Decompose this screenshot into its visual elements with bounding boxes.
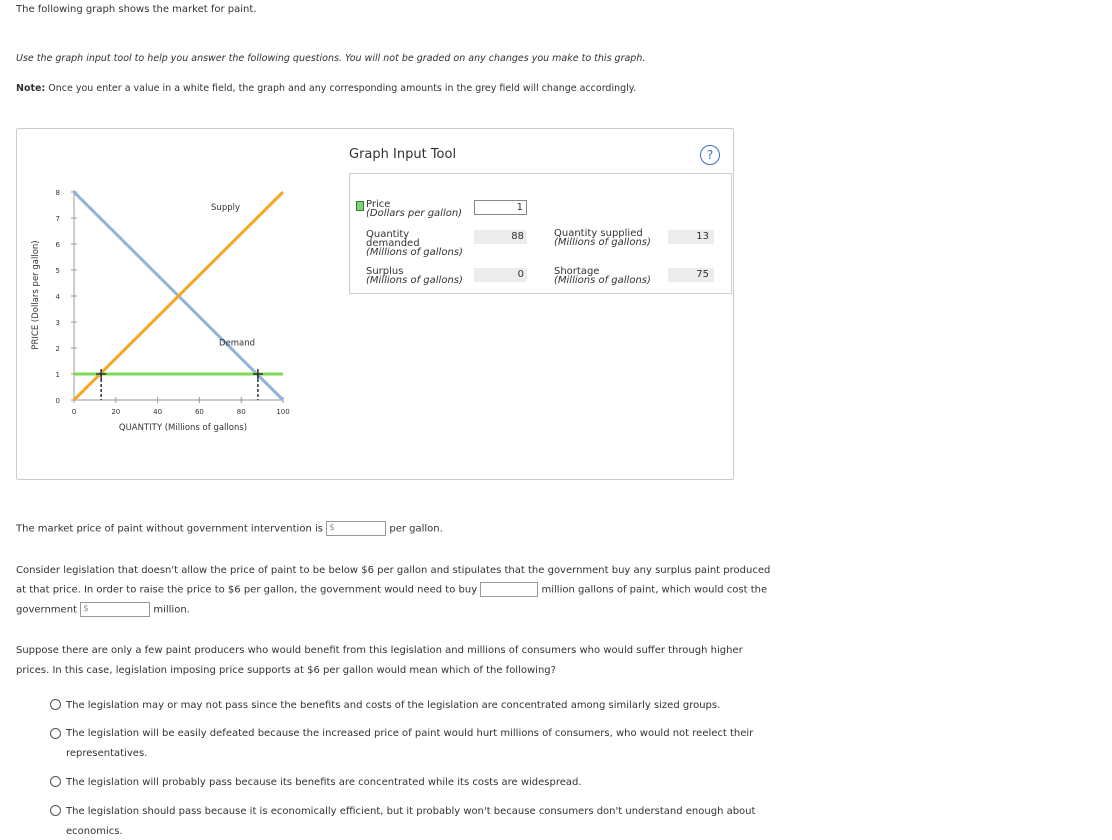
q3-line-2: prices. In this case, legislation imposing price supports at $6 per gallon would mean which of the following? bbox=[16, 665, 556, 676]
price-line-swatch-icon bbox=[356, 201, 364, 211]
q2-text-c: government bbox=[16, 604, 77, 616]
option-4-text-cont: economics. bbox=[66, 826, 123, 837]
government-cost-input[interactable] bbox=[80, 602, 150, 617]
qd-label-1: Quantity bbox=[366, 229, 410, 240]
y-tick-label: 6 bbox=[55, 241, 60, 249]
dollar-sign: $ bbox=[329, 523, 335, 533]
y-tick-label: 4 bbox=[55, 293, 60, 301]
q3-line-1: Suppose there are only a few paint producers who would benefit from this legislation and millions of consumers who would suffer through higher bbox=[16, 645, 743, 656]
x-tick-label: 80 bbox=[236, 408, 246, 416]
surplus-value: 0 bbox=[474, 268, 527, 282]
price-unit: (Dollars per gallon) bbox=[366, 208, 463, 219]
q1-text-before: The market price of paint without government intervention is bbox=[16, 523, 323, 535]
question-1 bbox=[16, 521, 443, 536]
option-2-radio[interactable] bbox=[50, 728, 61, 739]
y-tick-label: 0 bbox=[55, 397, 60, 405]
q1-text-after: per gallon. bbox=[389, 523, 443, 535]
q2-line-2 bbox=[16, 582, 767, 597]
y-axis-label: PRICE (Dollars per gallon) bbox=[31, 240, 41, 350]
shortage-label: Shortage bbox=[554, 266, 600, 277]
qs-label: Quantity supplied bbox=[554, 228, 643, 239]
option-4-radio[interactable] bbox=[50, 805, 61, 816]
x-tick-label: 0 bbox=[71, 408, 77, 416]
qd-unit: (Millions of gallons) bbox=[366, 247, 463, 258]
surplus-quantity-input[interactable] bbox=[480, 582, 538, 597]
x-tick-label: 100 bbox=[276, 408, 290, 416]
shortage-unit: (Millions of gallons) bbox=[554, 275, 651, 286]
demand-label: Demand bbox=[218, 338, 256, 349]
x-tick-label: 20 bbox=[111, 408, 121, 416]
y-tick-label: 1 bbox=[55, 371, 60, 379]
note-label: Note: bbox=[16, 83, 46, 94]
instructions-text: Use the graph input tool to help you answer the following questions. You will not be graded on any changes you make to this graph. bbox=[16, 53, 646, 64]
market-chart[interactable] bbox=[16, 180, 316, 440]
surplus-label: Surplus bbox=[366, 266, 404, 277]
option-1-text: The legislation may or may not pass since the benefits and costs of the legislation are concentrated among similarly sized groups. bbox=[66, 700, 721, 711]
chart-plot-area bbox=[74, 192, 283, 400]
y-tick-label: 8 bbox=[55, 189, 60, 197]
qs-unit: (Millions of gallons) bbox=[554, 237, 651, 248]
option-3-radio[interactable] bbox=[50, 776, 61, 787]
note-text bbox=[16, 83, 636, 94]
y-tick-label: 3 bbox=[55, 319, 60, 327]
option-4-text: The legislation should pass because it is economically efficient, but it probably won't because consumers don't understand enough about bbox=[66, 806, 756, 817]
surplus-unit: (Millions of gallons) bbox=[366, 275, 463, 286]
y-tick-label: 7 bbox=[55, 215, 60, 223]
y-tick-label: 5 bbox=[55, 267, 60, 275]
price-label: Price bbox=[366, 199, 391, 210]
q2-text-d: million. bbox=[153, 604, 190, 616]
option-2-text: The legislation will be easily defeated because the increased price of paint would hurt millions of consumers, who would not reelect their bbox=[66, 728, 754, 739]
q2-text-b: million gallons of paint, which would cost the bbox=[541, 584, 768, 596]
quantity-supplied-value: 13 bbox=[668, 230, 714, 244]
q2-line-1: Consider legislation that doesn't allow the price of paint to be below $6 per gallon and stipulates that the government buy any surplus paint produced bbox=[16, 565, 771, 576]
x-axis-label: QUANTITY (Millions of gallons) bbox=[118, 423, 248, 433]
help-icon[interactable]: ? bbox=[700, 145, 720, 165]
option-3-text: The legislation will probably pass because its benefits are concentrated while its costs are widespread. bbox=[66, 777, 582, 788]
intro-text: The following graph shows the market for paint. bbox=[16, 4, 257, 15]
y-tick-label: 2 bbox=[55, 345, 60, 353]
q2-line-3 bbox=[16, 602, 190, 617]
option-2-text-cont: representatives. bbox=[66, 748, 148, 759]
qd-label-2: demanded bbox=[366, 238, 420, 249]
note-body: Once you enter a value in a white field, the graph and any corresponding amounts in the grey field will change accordingly. bbox=[45, 83, 637, 94]
x-tick-label: 60 bbox=[194, 408, 204, 416]
quantity-demanded-value: 88 bbox=[474, 230, 527, 244]
shortage-value: 75 bbox=[668, 268, 714, 282]
q2-text-a: at that price. In order to raise the price to $6 per gallon, the government would need to buy bbox=[16, 584, 478, 596]
price-input[interactable]: 1 bbox=[474, 200, 527, 215]
market-price-input[interactable] bbox=[326, 521, 386, 536]
supply-label: Supply bbox=[211, 203, 241, 214]
option-1-radio[interactable] bbox=[50, 699, 61, 710]
tool-title: Graph Input Tool bbox=[349, 147, 457, 162]
dollar-sign: $ bbox=[83, 604, 89, 614]
x-tick-label: 40 bbox=[153, 408, 163, 416]
